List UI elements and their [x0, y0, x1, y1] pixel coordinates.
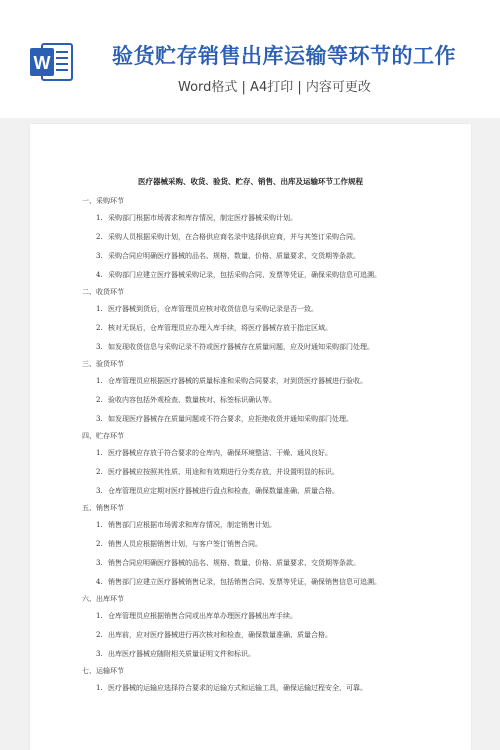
page-title: 验货贮存销售出库运输等环节的工作	[112, 44, 456, 68]
list-item	[82, 338, 452, 357]
list-item-number: 1.	[96, 214, 103, 222]
list-item-number: 4.	[96, 271, 103, 279]
list-item-text: 如发现收货信息与采购记录不符或医疗器械存在质量问题，应及时通知采购部门处理。	[108, 343, 374, 351]
list-item-text: 医疗器械应按照其性质、用途和有效期进行分类存放，并设置明显的标识。	[108, 468, 339, 476]
section-heading: 二、收货环节	[82, 288, 124, 296]
list-item	[82, 300, 452, 319]
list-item-text: 采购部门根据市场需求和库存情况，制定医疗器械采购计划。	[108, 214, 297, 222]
document-preview	[30, 124, 471, 750]
list-item-text: 销售合同应明确医疗器械的品名、规格、数量、价格、质量要求、交货期等条款。	[108, 559, 360, 567]
list-item-number: 1.	[96, 377, 103, 385]
list-item-number: 3.	[96, 559, 103, 567]
list-item-number: 3.	[96, 343, 103, 351]
list-item-number: 1.	[96, 449, 103, 457]
list-item-number: 2.	[96, 631, 103, 639]
section-heading: 一、采购环节	[82, 197, 124, 205]
list-item-text: 采购人员根据采购计划，在合格供应商名录中选择供应商，并与其签订采购合同。	[108, 233, 360, 241]
list-item-text: 仓库管理员应根据销售合同或出库单办理医疗器械出库手续。	[108, 612, 297, 620]
list-item-number: 2.	[96, 540, 103, 548]
list-item-number: 4.	[96, 578, 103, 586]
list-item-text: 采购部门应建立医疗器械采购记录，包括采购合同、发票等凭证，确保采购信息可追溯。	[108, 271, 381, 279]
list-item	[82, 482, 452, 501]
list-item	[82, 444, 452, 463]
list-item-number: 2.	[96, 468, 103, 476]
list-item-number: 1.	[96, 521, 103, 529]
list-item-number: 3.	[96, 487, 103, 495]
list-item-number: 3.	[96, 415, 103, 423]
list-item-text: 出库医疗器械应随附相关质量证明文件和标识。	[108, 650, 255, 658]
list-item-text: 仓库管理员应定期对医疗器械进行盘点和检查，确保数量准确、质量合格。	[108, 487, 339, 495]
list-item	[82, 516, 452, 535]
list-item	[82, 626, 452, 645]
list-item	[82, 410, 452, 429]
list-item-text: 采购合同应明确医疗器械的品名、规格、数量、价格、质量要求、交货期等条款。	[108, 252, 360, 260]
list-item	[82, 535, 452, 554]
list-item-number: 3.	[96, 650, 103, 658]
list-item-text: 医疗器械的运输应选择符合要求的运输方式和运输工具，确保运输过程安全、可靠。	[108, 684, 367, 692]
list-item	[82, 247, 452, 266]
list-item	[82, 463, 452, 482]
list-item-number: 1.	[96, 612, 103, 620]
list-item	[82, 679, 452, 698]
list-item-number: 2.	[96, 396, 103, 404]
page-subtitle: Word格式 | A4打印 | 内容可更改	[178, 80, 371, 95]
list-item-number: 1.	[96, 684, 103, 692]
list-item	[82, 391, 452, 410]
list-item-text: 验收内容包括外观检查、数量核对、标签标识确认等。	[108, 396, 276, 404]
page-header	[0, 0, 500, 118]
word-icon-letter: W	[33, 53, 51, 73]
document-content	[82, 194, 452, 698]
list-item	[82, 607, 452, 626]
list-item-text: 核对无误后，仓库管理员应办理入库手续，将医疗器械存放于指定区域。	[108, 324, 332, 332]
section-heading: 五、销售环节	[82, 504, 124, 512]
list-item	[82, 209, 452, 228]
list-item-number: 2.	[96, 324, 103, 332]
list-item	[82, 319, 452, 338]
list-item	[82, 372, 452, 391]
section-heading: 七、运输环节	[82, 667, 124, 675]
list-item	[82, 266, 452, 285]
list-item-text: 出库前，应对医疗器械进行再次核对和检查，确保数量准确、质量合格。	[108, 631, 332, 639]
word-document-icon	[28, 40, 74, 84]
list-item-text: 销售部门应根据市场需求和库存情况，制定销售计划。	[108, 521, 276, 529]
list-item-number: 3.	[96, 252, 103, 260]
list-item	[82, 554, 452, 573]
list-item-text: 医疗器械到货后，仓库管理员应核对收货信息与采购记录是否一致。	[108, 305, 318, 313]
section-heading: 六、出库环节	[82, 595, 124, 603]
list-item-text: 仓库管理员应根据医疗器械的质量标准和采购合同要求，对到货医疗器械进行验收。	[108, 377, 367, 385]
section-heading: 三、验货环节	[82, 360, 124, 368]
list-item-text: 如发现医疗器械存在质量问题或不符合要求，应拒绝收货并通知采购部门处理。	[108, 415, 353, 423]
list-item-number: 1.	[96, 305, 103, 313]
list-item	[82, 228, 452, 247]
list-item-text: 销售人员应根据销售计划，与客户签订销售合同。	[108, 540, 262, 548]
list-item-text: 销售部门应建立医疗器械销售记录，包括销售合同、发票等凭证，确保销售信息可追溯。	[108, 578, 381, 586]
document-title: 医疗器械采购、收货、验货、贮存、销售、出库及运输环节工作规程	[138, 177, 363, 186]
list-item	[82, 573, 452, 592]
list-item-text: 医疗器械应存放于符合要求的仓库内，确保环境整洁、干燥、通风良好。	[108, 449, 332, 457]
list-item-number: 2.	[96, 233, 103, 241]
list-item	[82, 645, 452, 664]
section-heading: 四、贮存环节	[82, 432, 124, 440]
